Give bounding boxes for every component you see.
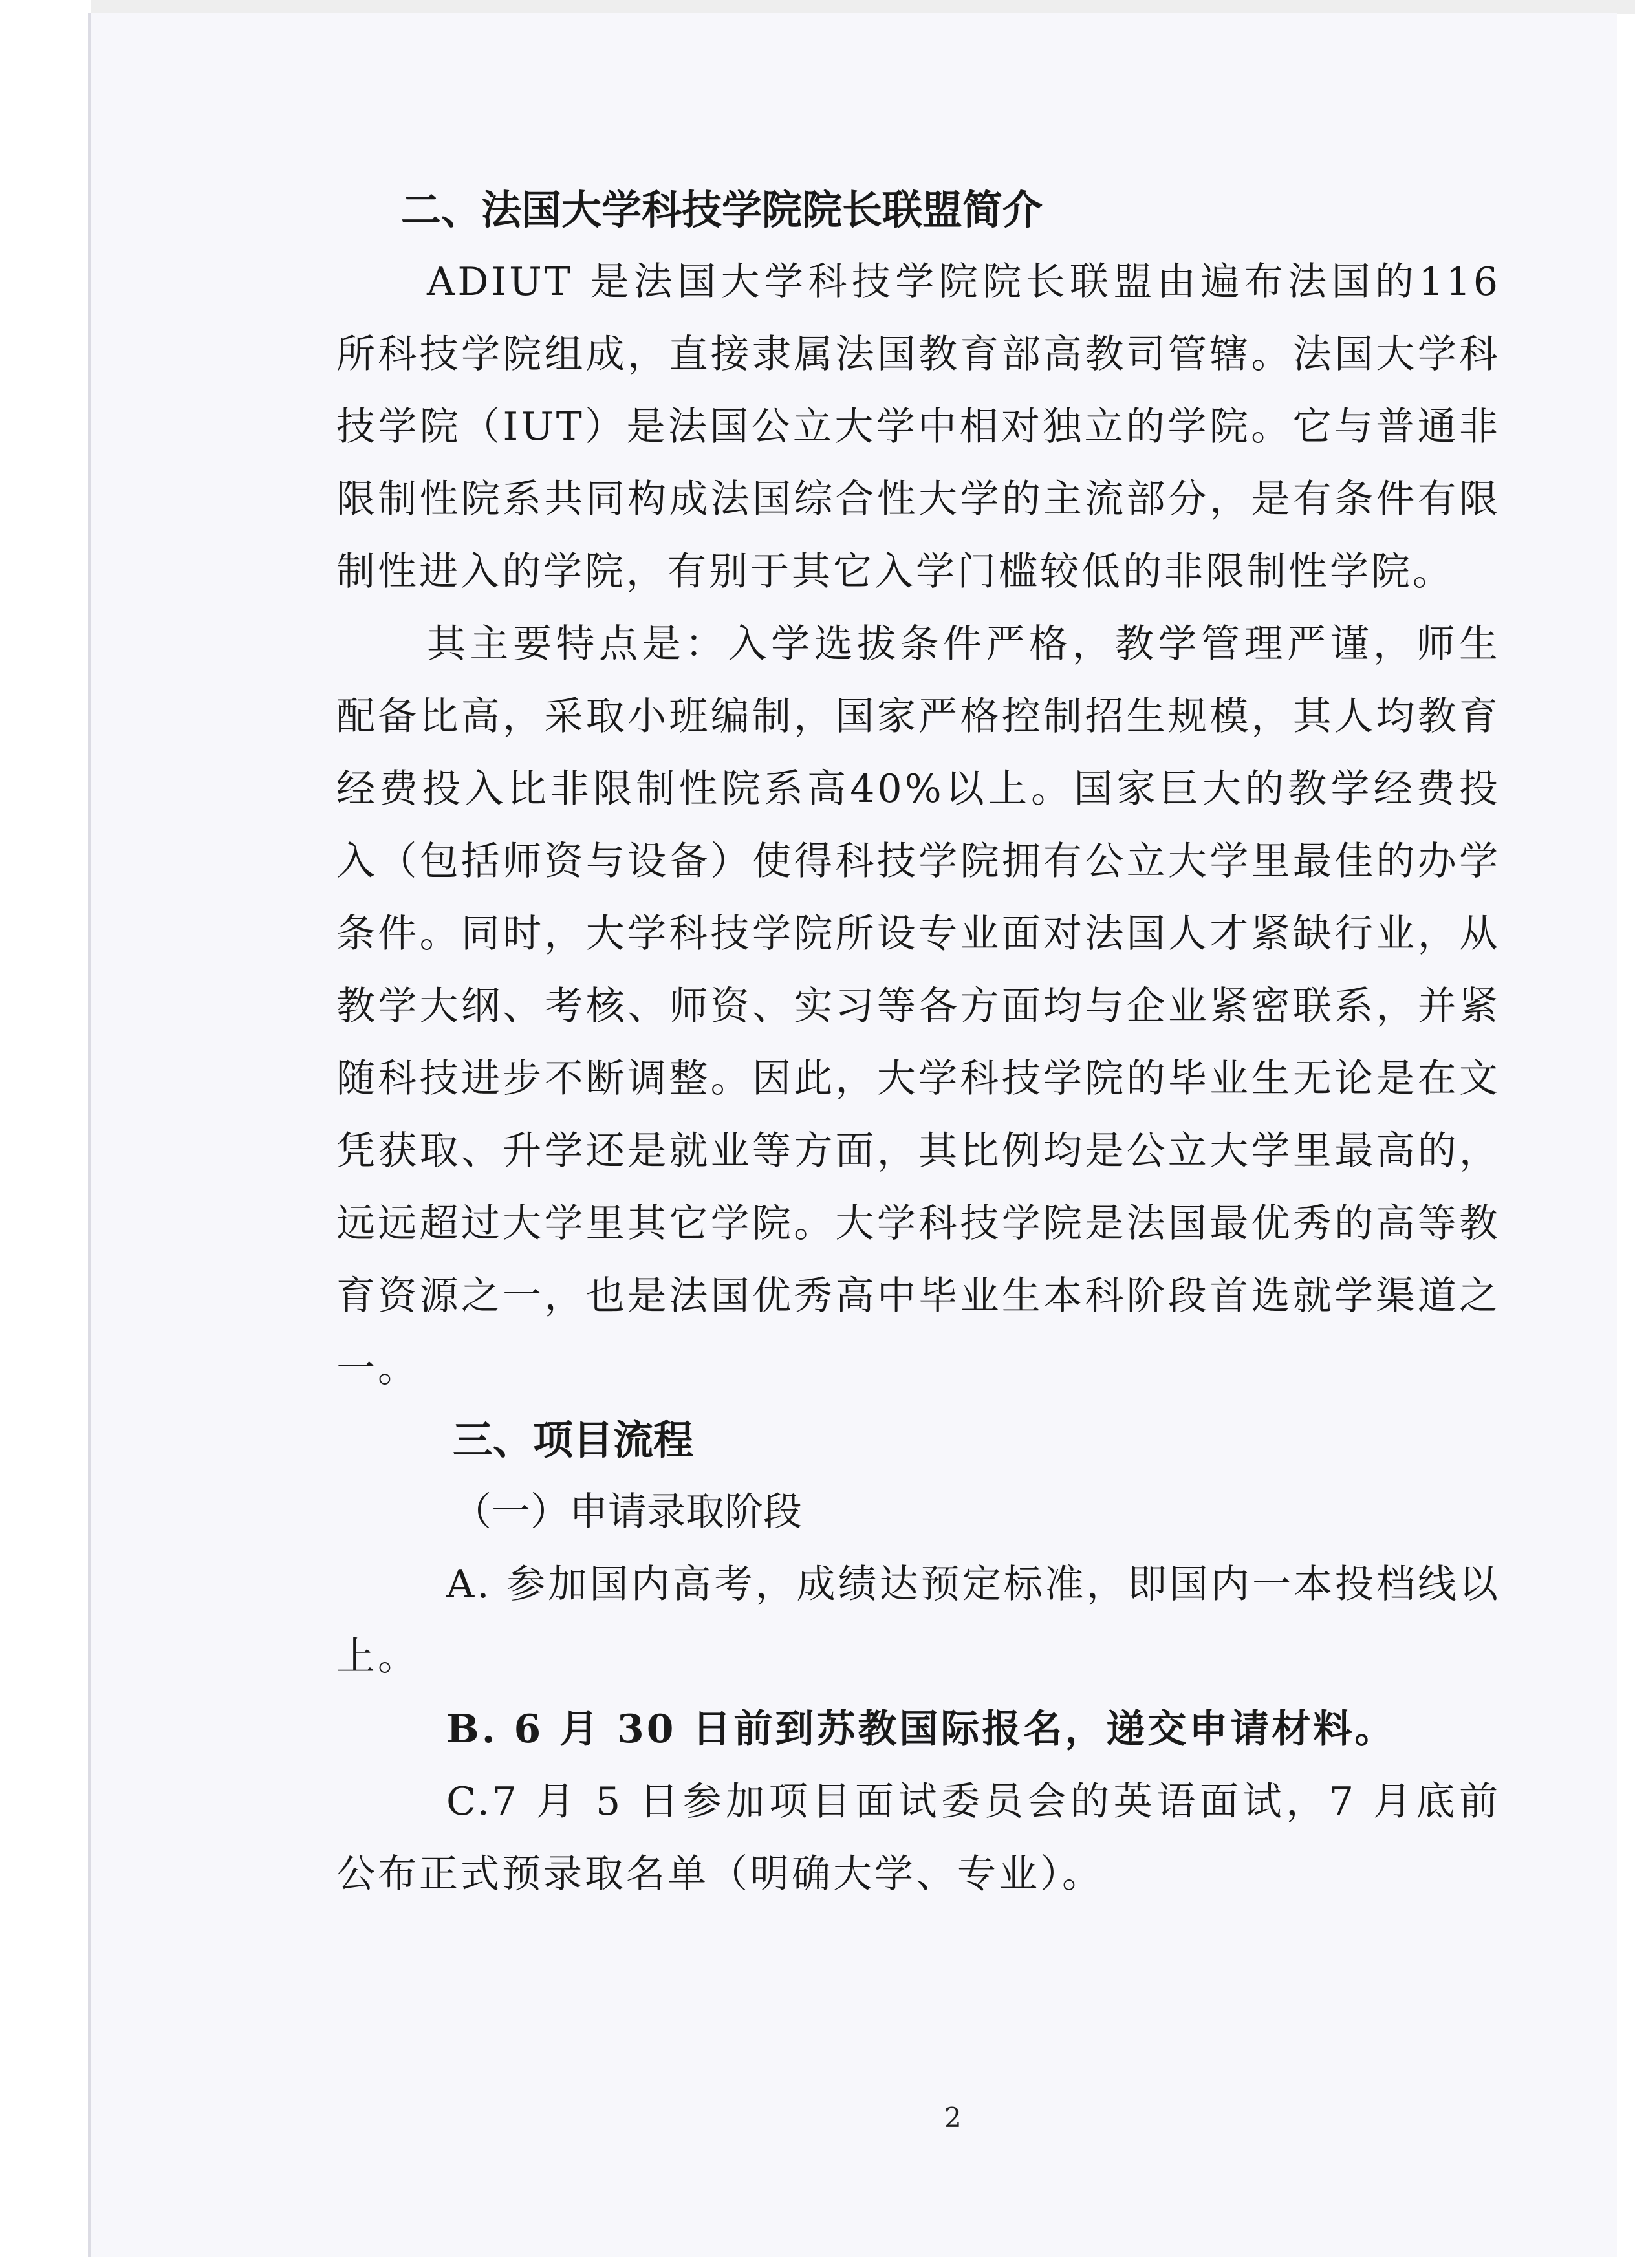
scan-top-edge: [91, 0, 1635, 14]
section-2-paragraph-1: ADIUT 是法国大学科技学院院长联盟由遍布法国的116 所科技学院组成，直接隶属法国教育部高教司管辖。法国大学科技学院（IUT）是法国公立大学中相对独立的学院。它与普通非限制性院系共同构成法国综合性大学的主流部分，是有条件有限制性进入的学院，有别于其它入学门槛较低的非限制性学院。: [336, 259, 1500, 594]
section-2-paragraph-2: 其主要特点是：入学选拔条件严格，教学管理严谨，师生配备比高，采取小班编制，国家严格控制招生规模，其人均教育经费投入比非限制性院系高40%以上。国家巨大的教学经费投入（包括师资与设备）使得科技学院拥有公立大学里最佳的办学条件。同时，大学科技学院所设专业面对法国人才紧缺行业，从教学大纲、考核、师资、实习等各方面均与企业紧密联系，并紧随科技进步不断调整。因此，大学科技学院的毕业生无论是在文凭获取、升学还是就业等方面，其比例均是公立大学里最高的，远远超过大学里其它学院。大学科技学院是法国最优秀的高等教育资源之一，也是法国优秀高中毕业生本科阶段首选就学渠道之一。: [336, 621, 1500, 1391]
section-3-heading: 三、项目流程: [453, 1416, 694, 1463]
section-3-item-c: C.7 月 5 日参加项目面试委员会的英语面试，7 月底前公布正式预录取名单（明确大学、专业）。: [336, 1779, 1500, 1897]
section-2-heading: 二、法国大学科技学院院长联盟简介: [401, 186, 1043, 233]
document-body: [336, 175, 1500, 1910]
section-3-item-b: B. 6 月 30 日前到苏教国际报名，递交申请材料。: [446, 1707, 1396, 1752]
section-3-item-a: A. 参加国内高考，成绩达预定标准，即国内一本投档线以上。: [336, 1562, 1500, 1679]
page-number: 2: [944, 2102, 962, 2133]
section-3-subheading: （一）申请录取阶段: [453, 1489, 802, 1535]
